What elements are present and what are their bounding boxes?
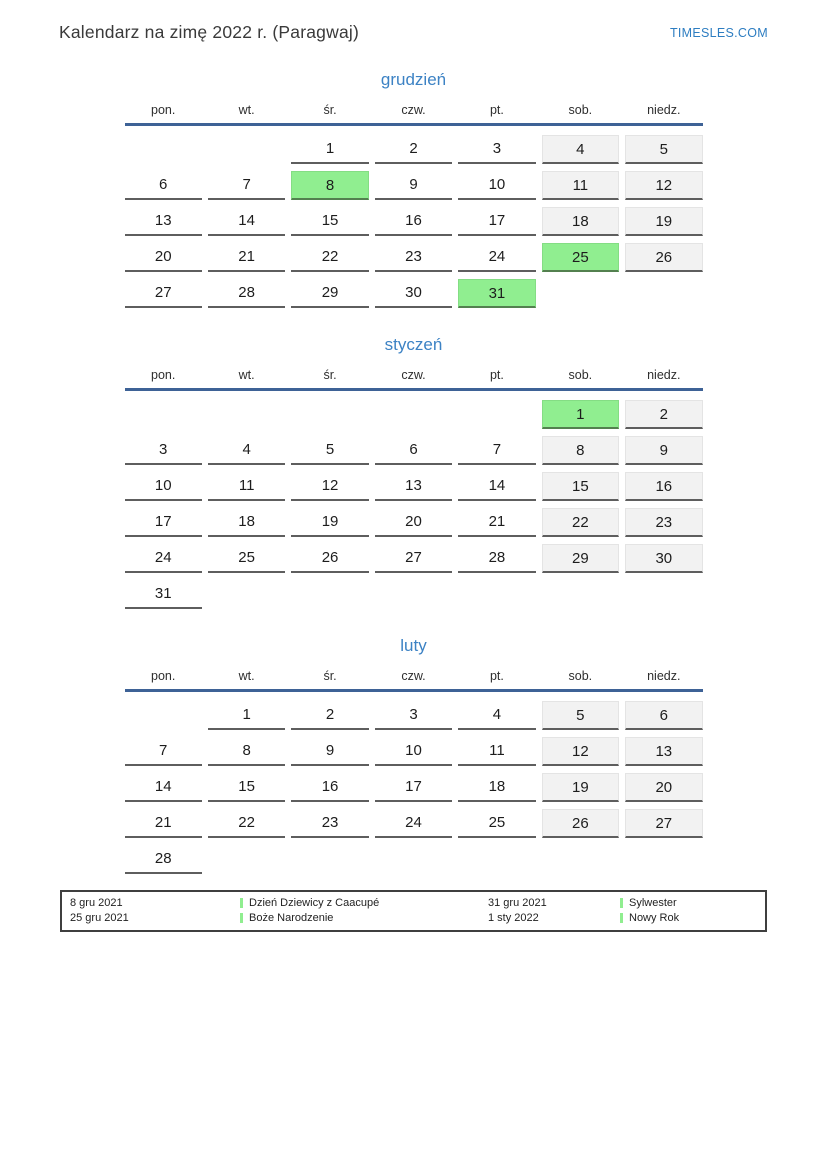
legend-date: 31 gru 2021 <box>488 897 547 909</box>
weekend-day-cell: 12 <box>542 737 619 766</box>
timesles-site-link[interactable]: TIMESLES.COM <box>669 26 768 40</box>
empty-cell <box>208 135 285 164</box>
holiday-marker-icon <box>620 913 623 923</box>
empty-cell <box>375 845 452 874</box>
weekday-label: niedz. <box>647 103 681 117</box>
weekday-row <box>125 103 703 117</box>
day-cell: 3 <box>458 135 535 164</box>
header-divider-line <box>125 689 703 692</box>
day-cell: 7 <box>208 171 285 200</box>
legend-holiday-label: Dzień Dziewicy z Caacupé <box>249 897 380 909</box>
calendar-container <box>125 70 703 874</box>
day-cell: 21 <box>208 243 285 272</box>
weekend-day-cell: 15 <box>542 472 619 501</box>
day-cell: 18 <box>208 508 285 537</box>
day-cell: 7 <box>458 436 535 465</box>
legend-holiday-label: Nowy Rok <box>629 911 680 924</box>
weekend-day-cell: 26 <box>625 243 702 272</box>
legend-dates-column <box>488 896 620 925</box>
weekend-day-cell: 5 <box>542 701 619 730</box>
weekend-day-cell: 19 <box>542 773 619 802</box>
empty-cell <box>542 580 619 609</box>
holiday-day-cell: 25 <box>542 243 619 272</box>
weekend-day-cell: 30 <box>625 544 702 573</box>
day-cell: 14 <box>458 472 535 501</box>
weekday-label: sob. <box>568 368 593 382</box>
empty-cell <box>125 400 202 429</box>
weekend-day-cell: 20 <box>625 773 702 802</box>
day-cell: 27 <box>125 279 202 308</box>
day-cell: 19 <box>291 508 368 537</box>
day-cell: 14 <box>208 207 285 236</box>
day-cell: 17 <box>458 207 535 236</box>
day-cell: 10 <box>375 737 452 766</box>
day-cell: 31 <box>125 580 202 609</box>
day-cell: 16 <box>291 773 368 802</box>
legend-holiday-name <box>240 896 488 911</box>
day-cell: 10 <box>458 171 535 200</box>
weekend-day-cell: 26 <box>542 809 619 838</box>
legend-dates-column <box>70 896 240 925</box>
weekend-day-cell: 11 <box>542 171 619 200</box>
legend-date: 1 sty 2022 <box>488 911 539 924</box>
day-cell: 10 <box>125 472 202 501</box>
legend-holiday-label: Boże Narodzenie <box>249 911 334 924</box>
empty-cell <box>458 400 535 429</box>
day-cell: 28 <box>208 279 285 308</box>
day-cell: 3 <box>375 701 452 730</box>
holiday-marker-icon <box>240 898 243 908</box>
day-cell: 24 <box>125 544 202 573</box>
holiday-day-cell: 1 <box>542 400 619 429</box>
legend-holiday-name <box>620 911 757 926</box>
day-cell: 20 <box>375 508 452 537</box>
day-cell: 11 <box>458 737 535 766</box>
weekday-label: pon. <box>151 669 176 683</box>
page-title: Kalendarz na zimę 2022 r. (Paragwaj) <box>59 22 359 42</box>
legend-names-column <box>240 896 488 925</box>
empty-cell <box>208 845 285 874</box>
weekend-day-cell: 19 <box>625 207 702 236</box>
holiday-marker-icon <box>620 898 623 908</box>
day-cell: 15 <box>291 207 368 236</box>
empty-cell <box>291 845 368 874</box>
day-cell: 12 <box>291 472 368 501</box>
header-divider-line <box>125 123 703 126</box>
weekday-row <box>125 669 703 683</box>
month-section-february <box>125 636 703 874</box>
month-title: luty <box>400 636 427 655</box>
month-grid <box>125 400 703 609</box>
month-section-january <box>125 335 703 609</box>
weekday-row <box>125 368 703 382</box>
day-cell: 2 <box>291 701 368 730</box>
day-cell: 2 <box>375 135 452 164</box>
day-cell: 28 <box>125 845 202 874</box>
day-cell: 17 <box>375 773 452 802</box>
day-cell: 21 <box>458 508 535 537</box>
empty-cell <box>458 580 535 609</box>
weekday-label: sob. <box>568 669 593 683</box>
weekday-label: czw. <box>401 669 426 683</box>
day-cell: 30 <box>375 279 452 308</box>
weekday-label: pt. <box>489 368 504 382</box>
holiday-legend <box>60 890 767 932</box>
weekend-day-cell: 4 <box>542 135 619 164</box>
weekend-day-cell: 29 <box>542 544 619 573</box>
weekend-day-cell: 23 <box>625 508 702 537</box>
weekday-label: wt. <box>238 103 255 117</box>
empty-cell <box>291 580 368 609</box>
day-cell: 29 <box>291 279 368 308</box>
day-cell: 9 <box>375 171 452 200</box>
day-cell: 18 <box>458 773 535 802</box>
weekend-day-cell: 8 <box>542 436 619 465</box>
legend-holiday-name <box>620 896 757 911</box>
month-title: styczeń <box>384 335 443 354</box>
day-cell: 16 <box>375 207 452 236</box>
empty-cell <box>208 400 285 429</box>
weekday-label: śr. <box>323 669 337 683</box>
day-cell: 26 <box>291 544 368 573</box>
weekend-day-cell: 27 <box>625 809 702 838</box>
empty-cell <box>375 580 452 609</box>
day-cell: 5 <box>291 436 368 465</box>
weekend-day-cell: 5 <box>625 135 702 164</box>
day-cell: 13 <box>125 207 202 236</box>
day-cell: 15 <box>208 773 285 802</box>
empty-cell <box>291 400 368 429</box>
page-header <box>0 0 827 43</box>
empty-cell <box>125 135 202 164</box>
day-cell: 4 <box>208 436 285 465</box>
day-cell: 21 <box>125 809 202 838</box>
day-cell: 7 <box>125 737 202 766</box>
day-cell: 9 <box>291 737 368 766</box>
day-cell: 23 <box>375 243 452 272</box>
weekend-day-cell: 13 <box>625 737 702 766</box>
weekend-day-cell: 9 <box>625 436 702 465</box>
weekday-label: czw. <box>401 368 426 382</box>
weekend-day-cell: 12 <box>625 171 702 200</box>
day-cell: 8 <box>208 737 285 766</box>
legend-date: 25 gru 2021 <box>70 911 129 924</box>
day-cell: 6 <box>125 171 202 200</box>
empty-cell <box>542 845 619 874</box>
empty-cell <box>625 279 702 308</box>
weekday-label: śr. <box>323 103 337 117</box>
holiday-marker-icon <box>240 913 243 923</box>
day-cell: 4 <box>458 701 535 730</box>
weekday-label: pt. <box>489 103 504 117</box>
empty-cell <box>375 400 452 429</box>
month-grid <box>125 135 703 308</box>
day-cell: 17 <box>125 508 202 537</box>
day-cell: 11 <box>208 472 285 501</box>
holiday-day-cell: 8 <box>291 171 368 200</box>
empty-cell <box>458 845 535 874</box>
weekday-label: niedz. <box>647 669 681 683</box>
weekday-label: pon. <box>151 368 176 382</box>
weekend-day-cell: 2 <box>625 400 702 429</box>
weekday-label: pt. <box>489 669 504 683</box>
weekday-label: wt. <box>238 669 255 683</box>
day-cell: 14 <box>125 773 202 802</box>
day-cell: 24 <box>458 243 535 272</box>
month-grid <box>125 701 703 874</box>
day-cell: 27 <box>375 544 452 573</box>
empty-cell <box>625 845 702 874</box>
legend-holiday-name <box>240 911 488 926</box>
month-title: grudzień <box>380 70 447 89</box>
weekend-day-cell: 6 <box>625 701 702 730</box>
day-cell: 24 <box>375 809 452 838</box>
header-divider-line <box>125 388 703 391</box>
weekday-label: sob. <box>568 103 593 117</box>
weekend-day-cell: 22 <box>542 508 619 537</box>
legend-date: 8 gru 2021 <box>70 897 123 909</box>
empty-cell <box>208 580 285 609</box>
day-cell: 3 <box>125 436 202 465</box>
weekend-day-cell: 16 <box>625 472 702 501</box>
empty-cell <box>625 580 702 609</box>
weekday-label: pon. <box>151 103 176 117</box>
day-cell: 28 <box>458 544 535 573</box>
day-cell: 22 <box>208 809 285 838</box>
day-cell: 25 <box>208 544 285 573</box>
holiday-day-cell: 31 <box>458 279 535 308</box>
empty-cell <box>542 279 619 308</box>
day-cell: 13 <box>375 472 452 501</box>
month-section-december <box>125 70 703 308</box>
weekday-label: śr. <box>323 368 337 382</box>
day-cell: 22 <box>291 243 368 272</box>
legend-names-column <box>620 896 757 925</box>
legend-holiday-label: Sylwester <box>629 897 677 909</box>
day-cell: 1 <box>208 701 285 730</box>
empty-cell <box>125 701 202 730</box>
day-cell: 6 <box>375 436 452 465</box>
weekend-day-cell: 18 <box>542 207 619 236</box>
weekday-label: wt. <box>238 368 255 382</box>
weekday-label: niedz. <box>647 368 681 382</box>
day-cell: 23 <box>291 809 368 838</box>
day-cell: 20 <box>125 243 202 272</box>
day-cell: 25 <box>458 809 535 838</box>
day-cell: 1 <box>291 135 368 164</box>
weekday-label: czw. <box>401 103 426 117</box>
